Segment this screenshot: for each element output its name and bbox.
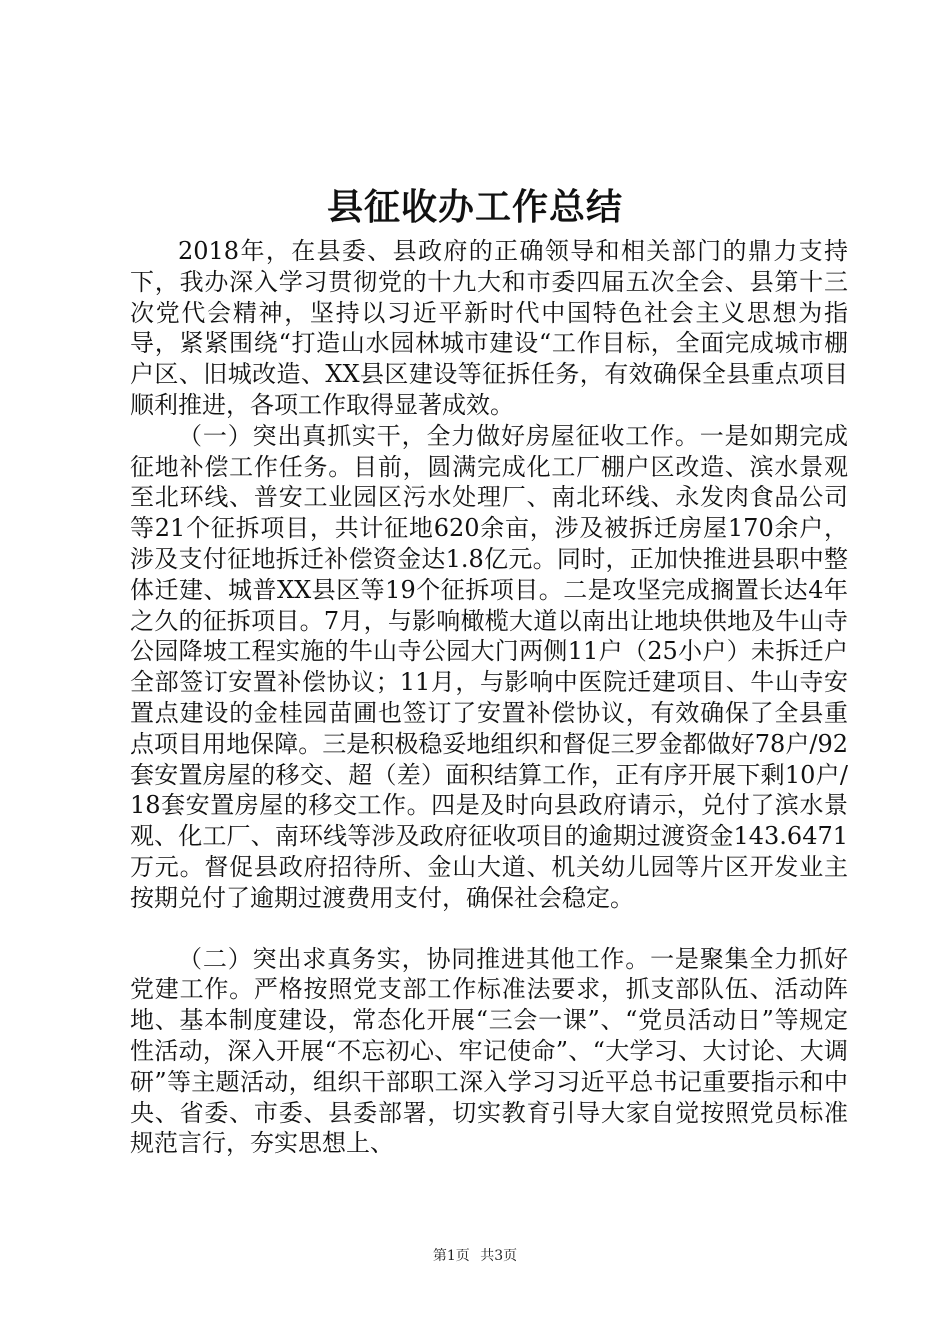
document-body [130,236,848,1159]
document-title: 县征收办工作总结 [326,187,623,228]
page-total: 共3页 [480,1248,518,1264]
section-one-paragraph: （一）突出真抓实干，全力做好房屋征收工作。一是如期完成征地补偿工作任务。目前，圆满完成化工厂棚户区改造、滨水景观至北环线、普安工业园区污水处理厂、南北环线、永发肉食品公司等21个征拆项目，共计征地620余亩，涉及被拆迁房屋170余户，涉及支付征地拆迁补偿资金达1.8亿元。同时，正加快推进县职中整体迁建、城普XX县区等19个征拆项目。二是攻坚完成搁置长达4年之久的征拆项目。7月，与影响橄榄大道以南出让地块供地及牛山寺公园降坡工程实施的牛山寺公园大门两侧11户（25小户）未拆迁户全部签订安置补偿协议；11月，与影响中医院迁建项目、牛山寺安置点建设的金桂园苗圃也签订了安置补偿协议，有效确保了全县重点项目用地保障。三是积极稳妥地组织和督促三罗金都做好78户/92套安置房屋的移交、超（差）面积结算工作，正有序开展下剩10户/18套安置房屋的移交工作。四是及时向县政府请示，兑付了滨水景观、化工厂、南环线等涉及政府征收项目的逾期过渡资金143.6471万元。督促县政府招待所、金山大道、机关幼儿园等片区开发业主按期兑付了逾期过渡费用支付，确保社会稳定。 [130,421,848,912]
page-number: 第1页 [432,1248,470,1264]
section-two-paragraph: （二）突出求真务实，协同推进其他工作。一是聚集全力抓好党建工作。严格按照党支部工作标准法要求，抓支部队伍、活动阵地、基本制度建设，常态化开展“三会一课”、“党员活动日”等规定性活动，深入开展“不忘初心、牢记使命”、“大学习、大讨论、大调研”等主题活动，组织干部职工深入学习习近平总书记重要指示和中央、省委、市委、县委部署，切实教育引导大家自觉按照党员标准规范言行，夯实思想上、 [130,944,848,1158]
page-footer [0,1246,950,1266]
intro-paragraph: 2018年，在县委、县政府的正确领导和相关部门的鼎力支持下，我办深入学习贯彻党的十九大和市委四届五次全会、县第十三次党代会精神，坚持以习近平新时代中国特色社会主义思想为指导，紧紧围绕“打造山水园林城市建设“工作目标，全面完成城市棚户区、旧城改造、XX县区建设等征拆任务，有效确保全县重点项目顺利推进，各项工作取得显著成效。 [130,237,848,419]
